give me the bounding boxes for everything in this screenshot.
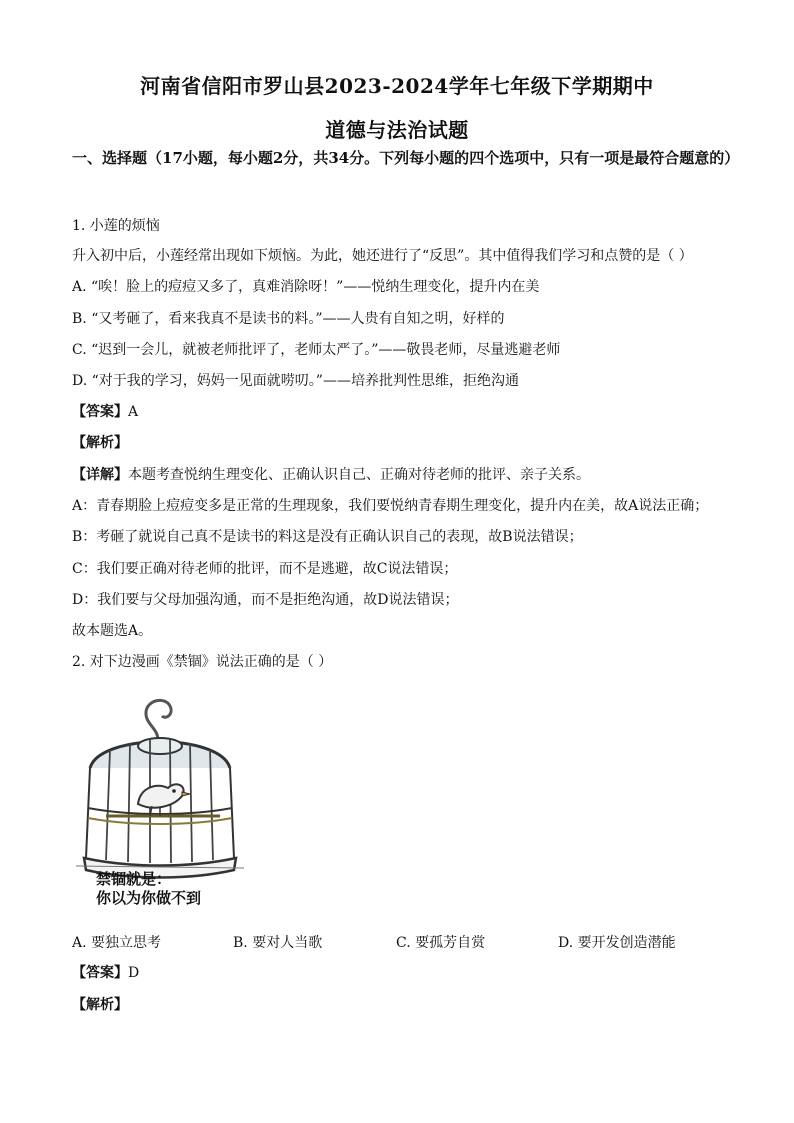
q1-detail-label: 【详解】 <box>72 467 128 483</box>
q1-option-b: B. “又考砸了，看来我真不是读书的料。”——人贵有自知之明，好样的 <box>72 311 505 327</box>
q1-explanation-d: D：我们要与父母加强沟通，而不是拒绝沟通，故D说法错误； <box>72 592 459 608</box>
q2-option-c: C. 要孤芳自赏 <box>396 935 486 951</box>
q1-detail <box>72 464 590 484</box>
q2-option-a: A. 要独立思考 <box>72 935 162 951</box>
q1-answer <box>72 401 138 421</box>
q1-explanation-a: A：青春期脸上痘痘变多是正常的生理现象，我们要悦纳青春期生理变化，提升内在美，故A说法正确； <box>72 498 709 514</box>
cartoon-caption-line1: 禁锢就是： <box>96 870 172 888</box>
q2-answer <box>72 962 139 982</box>
section-heading: 一、选择题（17小题，每小题2分，共34分。下列每小题的四个选项中，只有一项是最符合题意的） <box>72 149 740 167</box>
q2-analysis-label: 【解析】 <box>72 997 128 1013</box>
cartoon-caption-line2: 你以为你做不到 <box>96 889 202 907</box>
q2-answer-value: D <box>128 965 140 981</box>
q1-answer-label: 【答案】 <box>72 404 128 420</box>
q1-explanation-c: C：我们要正确对待老师的批评，而不是逃避，故C说法错误； <box>72 561 458 577</box>
q2-answer-label: 【答案】 <box>72 965 128 981</box>
document-title-line1: 河南省信阳市罗山县2023-2024学年七年级下学期期中 <box>140 74 654 98</box>
document-title-line2: 道德与法治试题 <box>325 118 469 142</box>
q1-detail-text: 本题考查悦纳生理变化、正确认识自己、正确对待老师的批评、亲子关系。 <box>128 467 590 483</box>
q1-option-a: A. “唉！脸上的痘痘又多了，真难消除呀！”——悦纳生理变化，提升内在美 <box>72 279 540 295</box>
q1-stem: 升入初中后，小莲经常出现如下烦恼。为此，她还进行了“反思”。其中值得我们学习和点赞的是（ ） <box>72 248 693 264</box>
q1-explanation-b: B：考砸了就说自己真不是读书的料这是没有正确认识自己的表现，故B说法错误； <box>72 529 583 545</box>
q1-title: 1. 小莲的烦恼 <box>72 218 160 234</box>
q1-analysis-label: 【解析】 <box>72 435 128 451</box>
q1-option-c: C. “迟到一会儿，就被老师批评了，老师太严了。”——敬畏老师，尽量逃避老师 <box>72 342 561 358</box>
q1-option-d: D. “对于我的学习，妈妈一见面就唠叨。”——培养批判性思维，拒绝沟通 <box>72 373 519 389</box>
q2-option-b: B. 要对人当歌 <box>233 935 323 951</box>
q2-option-d: D. 要开发创造潜能 <box>558 935 676 951</box>
q2-stem: 2. 对下边漫画《禁锢》说法正确的是（ ） <box>72 654 333 670</box>
q1-conclusion: 故本题选A。 <box>72 623 153 639</box>
q1-answer-value: A <box>128 404 139 420</box>
